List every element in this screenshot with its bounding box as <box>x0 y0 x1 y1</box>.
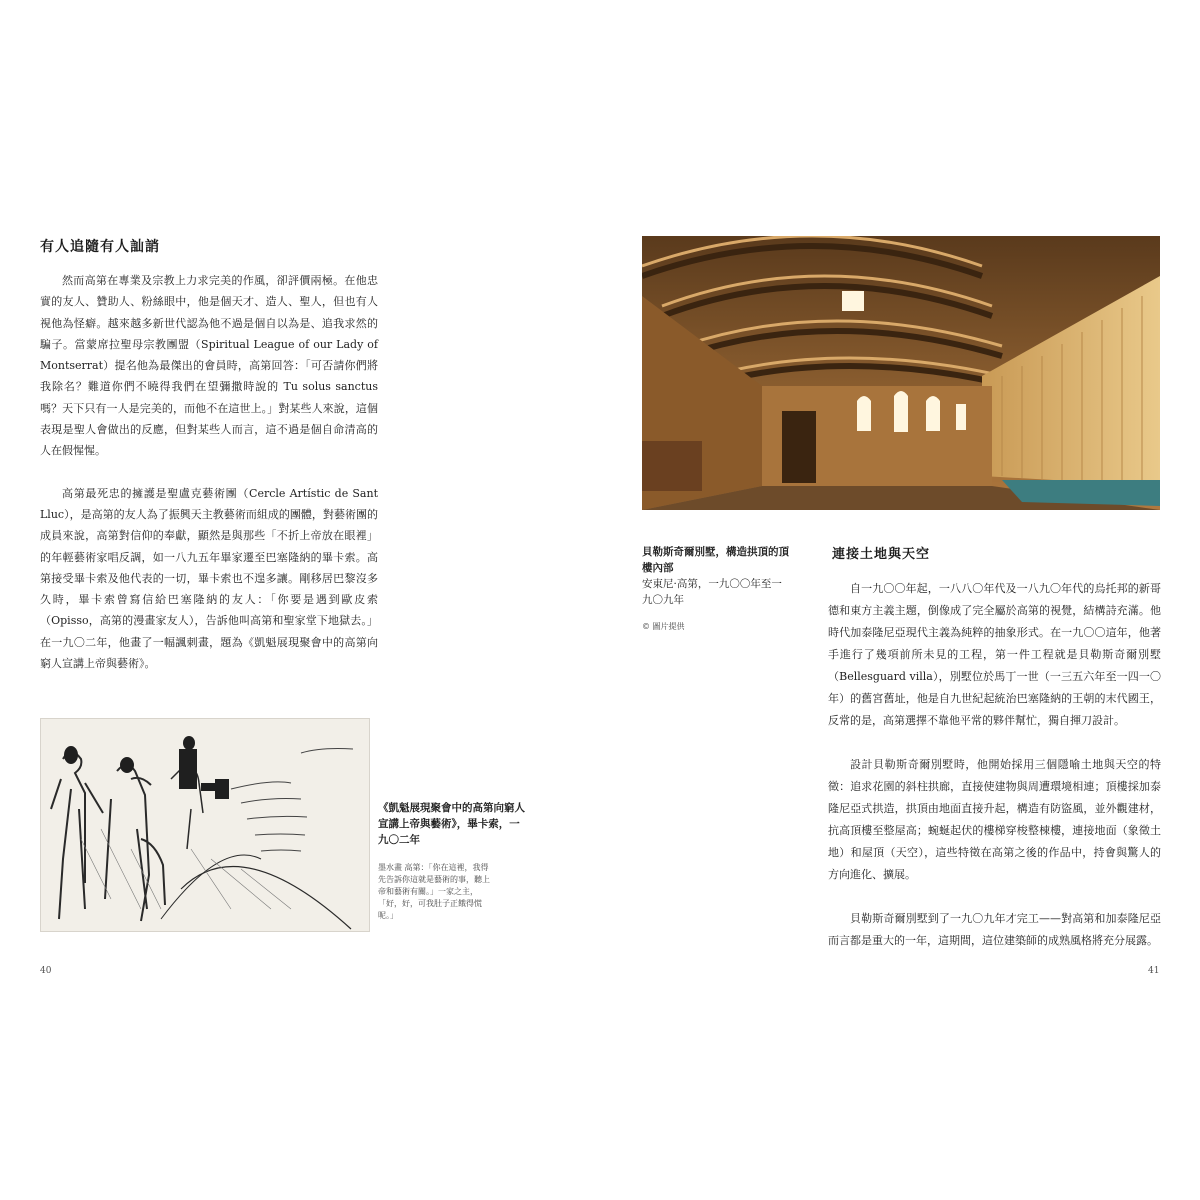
photo-caption <box>642 544 790 608</box>
photo-caption-title: 貝勒斯奇爾別墅，構造拱頂的頂樓內部 <box>642 546 789 574</box>
paragraph: 自一九〇〇年起，一八八〇年代及一八九〇年代的烏托邦的新哥德和東方主義主題，倒像成了完全屬於高第的視覺，結構詩充滿。他時代加泰隆尼亞現代主義為純粹的抽象形式。在一九〇〇這年，他著手進行了幾項前所未見的工程，第一件工程就是貝勒斯奇爾別墅（Bellesguard villa），別墅位於馬丁一世（一三五六年至一四一〇年）的舊宮舊址，他是自九世紀起統治巴塞隆納的王朝的末代國王，反常的是，高第選擇不靠他平常的夥伴幫忙，獨自揮刀設計。 <box>828 582 1161 727</box>
bellesguard-attic-photo <box>642 236 1160 510</box>
left-body-text <box>40 270 378 674</box>
page-number-right: 41 <box>1148 966 1160 976</box>
photo-credit: © 圖片提供 <box>642 622 685 631</box>
paragraph: 設計貝勒斯奇爾別墅時，他開始採用三個隱喻土地與天空的特徵：追求花園的斜柱拱廊，直接使建物與周遭環境相連；頂樓採加泰隆尼亞式拱造，拱頂由地面直接升起，構造有防盜風，並外觀建材，抗高頂樓至整屋高；蜿蜒起伏的樓梯穿梭整棟樓，連接地面（象徵土地）和屋頂（天空），這些特徵在高第之後的作品中，持會與驚人的方向進化、擴展。 <box>828 758 1161 881</box>
page-number-left: 40 <box>40 966 52 976</box>
paragraph: 高第最死忠的擁護是聖盧克藝術團（Cercle Artístic de Sant Lluc），是高第的友人為了振興天主教藝術而組成的團體，對藝術團的成員來說，高第對信仰的奉獻，顯然是與那些「不折上帝放在眼裡」的年輕藝術家唱反調，如一八九五年畢家遷至巴塞隆納的畢卡索。高第接受畢卡索及他代表的一切，畢卡索也不遑多讓。剛移居巴黎沒多久時，畢卡索曾寫信給巴塞隆納的友人：「你要是遇到歐皮索（Opisso，高第的漫畫家友人），告訴他叫高第和聖家堂下地獄去。」在一九〇二年，他畫了一幅諷刺畫，題為《凱魁展現聚會中的高第向窮人宣講上帝與藝術》。 <box>40 486 378 671</box>
sketch-note: 墨水畫 高第：「你在這裡，我得先告訴你這就是藝術的事，聽上帝和藝術有關。」一家之主，「好，好，可我肚子正餓得慌呢。」 <box>378 863 490 920</box>
photo-caption-detail: 安東尼·高第，一九〇〇年至一九〇九年 <box>642 578 782 606</box>
picasso-sketch-image <box>40 718 370 932</box>
section-heading-right: 連接土地與天空 <box>832 547 931 562</box>
sketch-caption: 《凱魁展現聚會中的高第向窮人宣講上帝與藝術》，畢卡索，一九〇二年 <box>378 802 525 846</box>
right-body-text <box>828 578 1161 952</box>
paragraph: 貝勒斯奇爾別墅到了一九〇九年才完工——對高第和加泰隆尼亞而言都是重大的一年，這期間，這位建築師的成熟風格將充分展露。 <box>828 912 1161 947</box>
paragraph: 然而高第在專業及宗教上力求完美的作風，卻評價兩極。在他忠實的友人、贊助人、粉絲眼中，他是個天才、造人、聖人，但也有人視他為怪癖。越來越多新世代認為他不過是個自以為是、追我求然的騙子。當蒙席拉聖母宗教團盟（Spiritual League of our Lady of Montserrat）提名他為最傑出的會員時，高第回答：「可否請你們將我除名？難道你們不曉得我們在望彌撒時說的 Tu solus sanctus 嗎？天下只有一人是完美的，而他不在這世上。」對某些人來說，這個表現是聖人會做出的反應，但對某些人而言，這不過是個自命清高的人在假惺惺。 <box>40 274 378 458</box>
section-heading-left: 有人追隨有人訕誚 <box>40 239 160 255</box>
